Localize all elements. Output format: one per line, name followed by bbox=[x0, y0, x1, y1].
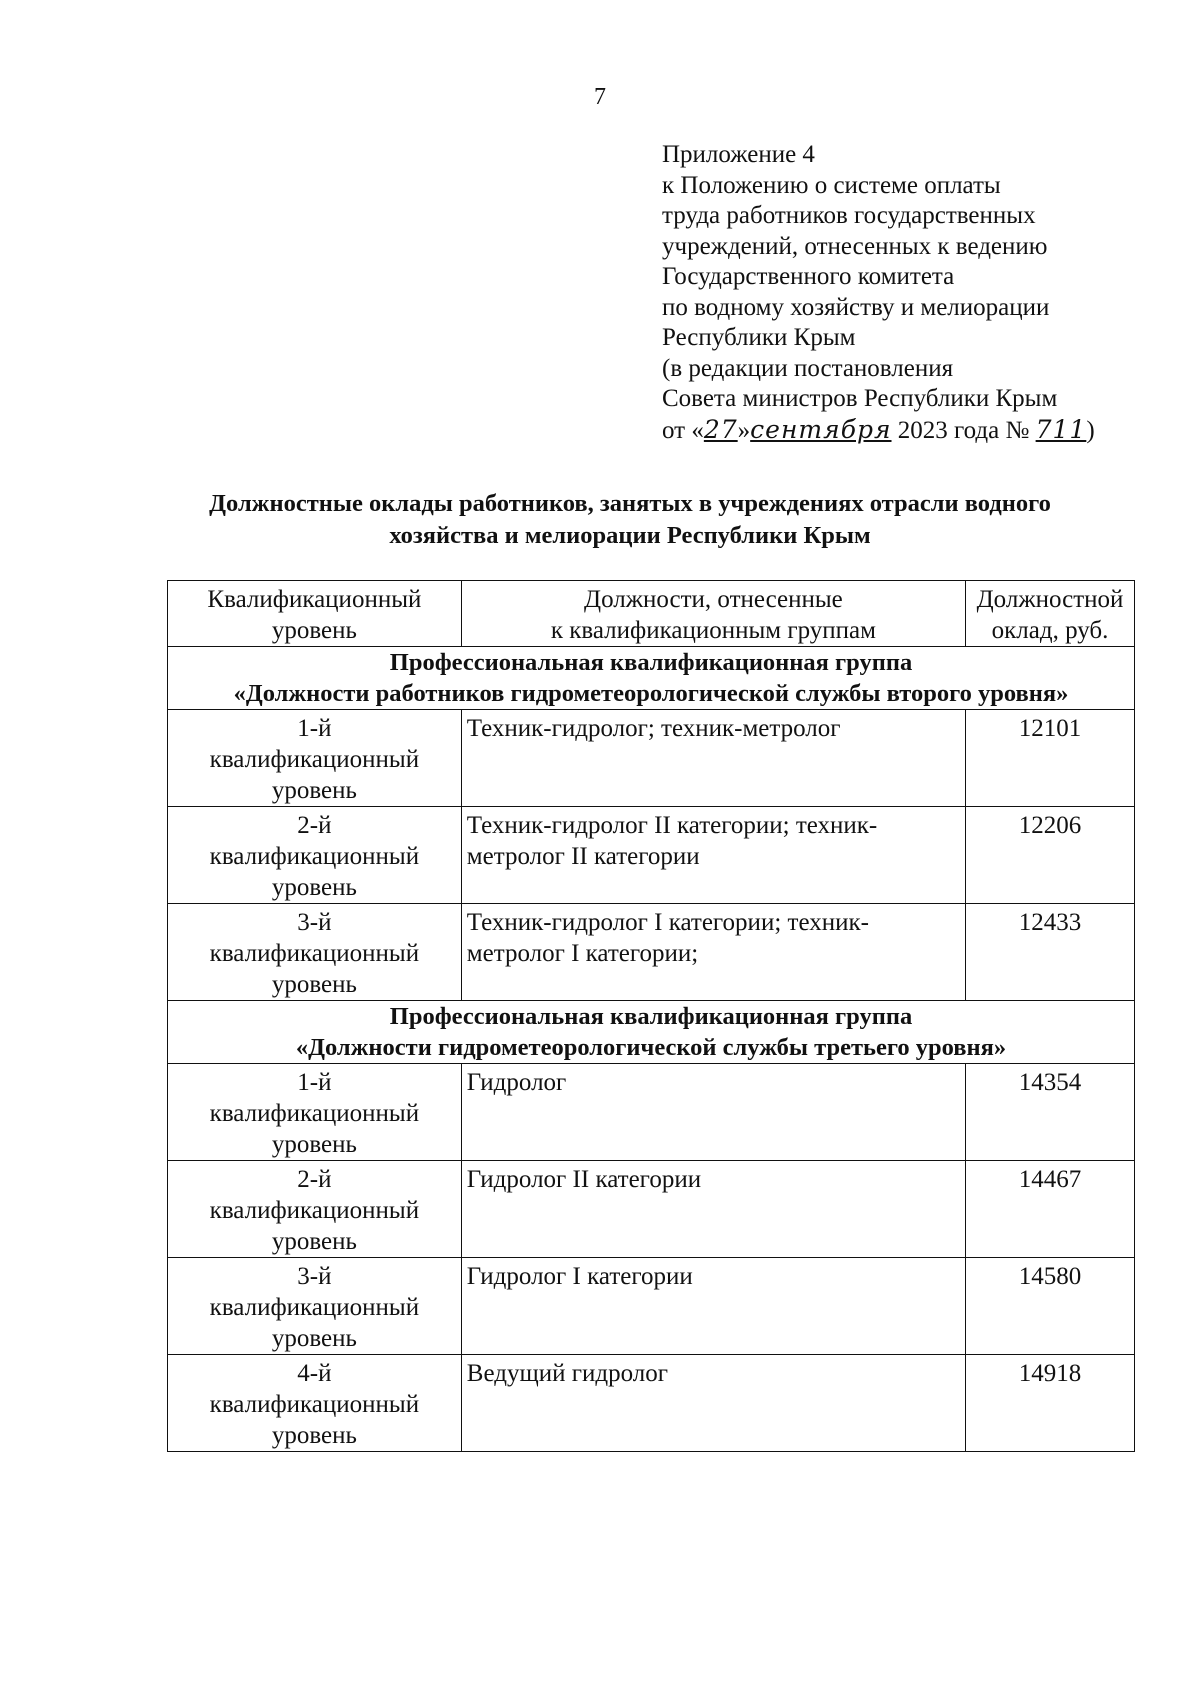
group-subtitle: «Должности работников гидрометеорологической службы второго уровня» bbox=[233, 680, 1069, 707]
level-text: 1-й bbox=[297, 1069, 332, 1096]
resolution-date-line bbox=[662, 415, 1132, 447]
appendix-line: (в редакции постановления bbox=[662, 354, 954, 382]
handwritten-day: 27 bbox=[703, 414, 738, 444]
positions-cell: Гидролог II категории bbox=[461, 1161, 965, 1258]
level-text: квалификационный bbox=[209, 1100, 420, 1127]
header-text: Должности, отнесенные bbox=[584, 586, 843, 613]
date-prefix: от « bbox=[662, 416, 704, 444]
handwritten-number: 711 bbox=[1035, 414, 1087, 444]
salary-cell: 12101 bbox=[966, 710, 1135, 807]
level-text: 2-й bbox=[297, 1166, 332, 1193]
date-mid: » bbox=[737, 416, 751, 444]
salary-cell: 14918 bbox=[966, 1355, 1135, 1452]
positions-cell: Гидролог bbox=[461, 1064, 965, 1161]
date-suffix: ) bbox=[1086, 416, 1095, 444]
table-row bbox=[168, 710, 1135, 807]
table-row bbox=[168, 904, 1135, 1001]
appendix-line: по водному хозяйству и мелиорации bbox=[662, 293, 1050, 321]
header-level bbox=[168, 581, 462, 647]
handwritten-month: сентября bbox=[750, 414, 892, 444]
positions-cell: Техник-гидролог; техник-метролог bbox=[461, 710, 965, 807]
level-text: 4-й bbox=[297, 1360, 332, 1387]
page-number: 7 bbox=[594, 84, 606, 110]
level-text: уровень bbox=[271, 1422, 357, 1449]
appendix-line: труда работников государственных bbox=[662, 202, 1036, 229]
header-text: Квалификационный bbox=[207, 586, 422, 613]
table-row bbox=[168, 1355, 1135, 1452]
positions-cell: Гидролог I категории bbox=[461, 1258, 965, 1355]
salary-cell: 14467 bbox=[966, 1161, 1135, 1258]
table-row bbox=[168, 1258, 1135, 1355]
table-row bbox=[168, 807, 1135, 904]
appendix-line: Совета министров Республики Крым bbox=[662, 385, 1058, 412]
header-text: Должностной bbox=[976, 586, 1124, 613]
appendix-header bbox=[662, 140, 1132, 446]
appendix-line: Приложение 4 bbox=[662, 141, 815, 168]
level-cell bbox=[168, 904, 462, 1001]
level-cell bbox=[168, 1161, 462, 1258]
appendix-line: Республики Крым bbox=[662, 324, 856, 351]
document-title bbox=[150, 488, 1110, 552]
level-text: квалификационный bbox=[209, 843, 420, 870]
level-text: квалификационный bbox=[209, 1391, 420, 1418]
level-text: 3-й bbox=[297, 909, 332, 936]
appendix-line: учреждений, отнесенных к ведению bbox=[662, 232, 1048, 260]
level-cell bbox=[168, 1355, 462, 1452]
positions-cell: Техник-гидролог I категории; техник-метролог I категории; bbox=[461, 904, 965, 1001]
date-year: 2023 года № bbox=[897, 416, 1030, 444]
title-line: Должностные оклады работников, занятых в учреждениях отрасли водного bbox=[209, 490, 1051, 517]
level-text: 1-й bbox=[297, 715, 332, 742]
title-line: хозяйства и мелиорации Республики Крым bbox=[389, 522, 871, 549]
header-text: уровень bbox=[271, 617, 357, 644]
group-header bbox=[168, 647, 1135, 710]
header-positions bbox=[461, 581, 965, 647]
level-text: 3-й bbox=[297, 1263, 332, 1290]
level-text: уровень bbox=[271, 874, 357, 901]
salary-cell: 12433 bbox=[966, 904, 1135, 1001]
table-row bbox=[168, 1064, 1135, 1161]
salary-cell: 14354 bbox=[966, 1064, 1135, 1161]
table-header-row bbox=[168, 581, 1135, 647]
header-text: к квалификационным группам bbox=[550, 617, 876, 644]
level-text: уровень bbox=[271, 1131, 357, 1158]
group-header-row bbox=[168, 1001, 1135, 1064]
appendix-line: к Положению о системе оплаты bbox=[662, 171, 1001, 199]
salary-table bbox=[167, 580, 1135, 1452]
group-title: Профессиональная квалификационная группа bbox=[389, 1003, 913, 1030]
level-cell bbox=[168, 1064, 462, 1161]
level-cell bbox=[168, 807, 462, 904]
table-row bbox=[168, 1161, 1135, 1258]
salary-cell: 14580 bbox=[966, 1258, 1135, 1355]
level-text: уровень bbox=[271, 1325, 357, 1352]
level-text: уровень bbox=[271, 1228, 357, 1255]
group-header-row bbox=[168, 647, 1135, 710]
level-text: 2-й bbox=[297, 812, 332, 839]
level-cell bbox=[168, 1258, 462, 1355]
positions-cell: Ведущий гидролог bbox=[461, 1355, 965, 1452]
level-text: квалификационный bbox=[209, 1197, 420, 1224]
positions-cell: Техник-гидролог II категории; техник-метролог II категории bbox=[461, 807, 965, 904]
level-text: квалификационный bbox=[209, 1294, 420, 1321]
level-text: уровень bbox=[271, 971, 357, 998]
group-title: Профессиональная квалификационная группа bbox=[389, 649, 913, 676]
level-cell bbox=[168, 710, 462, 807]
level-text: квалификационный bbox=[209, 746, 420, 773]
appendix-line: Государственного комитета bbox=[662, 263, 955, 290]
group-header bbox=[168, 1001, 1135, 1064]
salary-cell: 12206 bbox=[966, 807, 1135, 904]
header-salary bbox=[966, 581, 1135, 647]
level-text: уровень bbox=[271, 777, 357, 804]
group-subtitle: «Должности гидрометеорологической службы третьего уровня» bbox=[295, 1034, 1007, 1061]
header-text: оклад, руб. bbox=[991, 617, 1109, 644]
level-text: квалификационный bbox=[209, 940, 420, 967]
